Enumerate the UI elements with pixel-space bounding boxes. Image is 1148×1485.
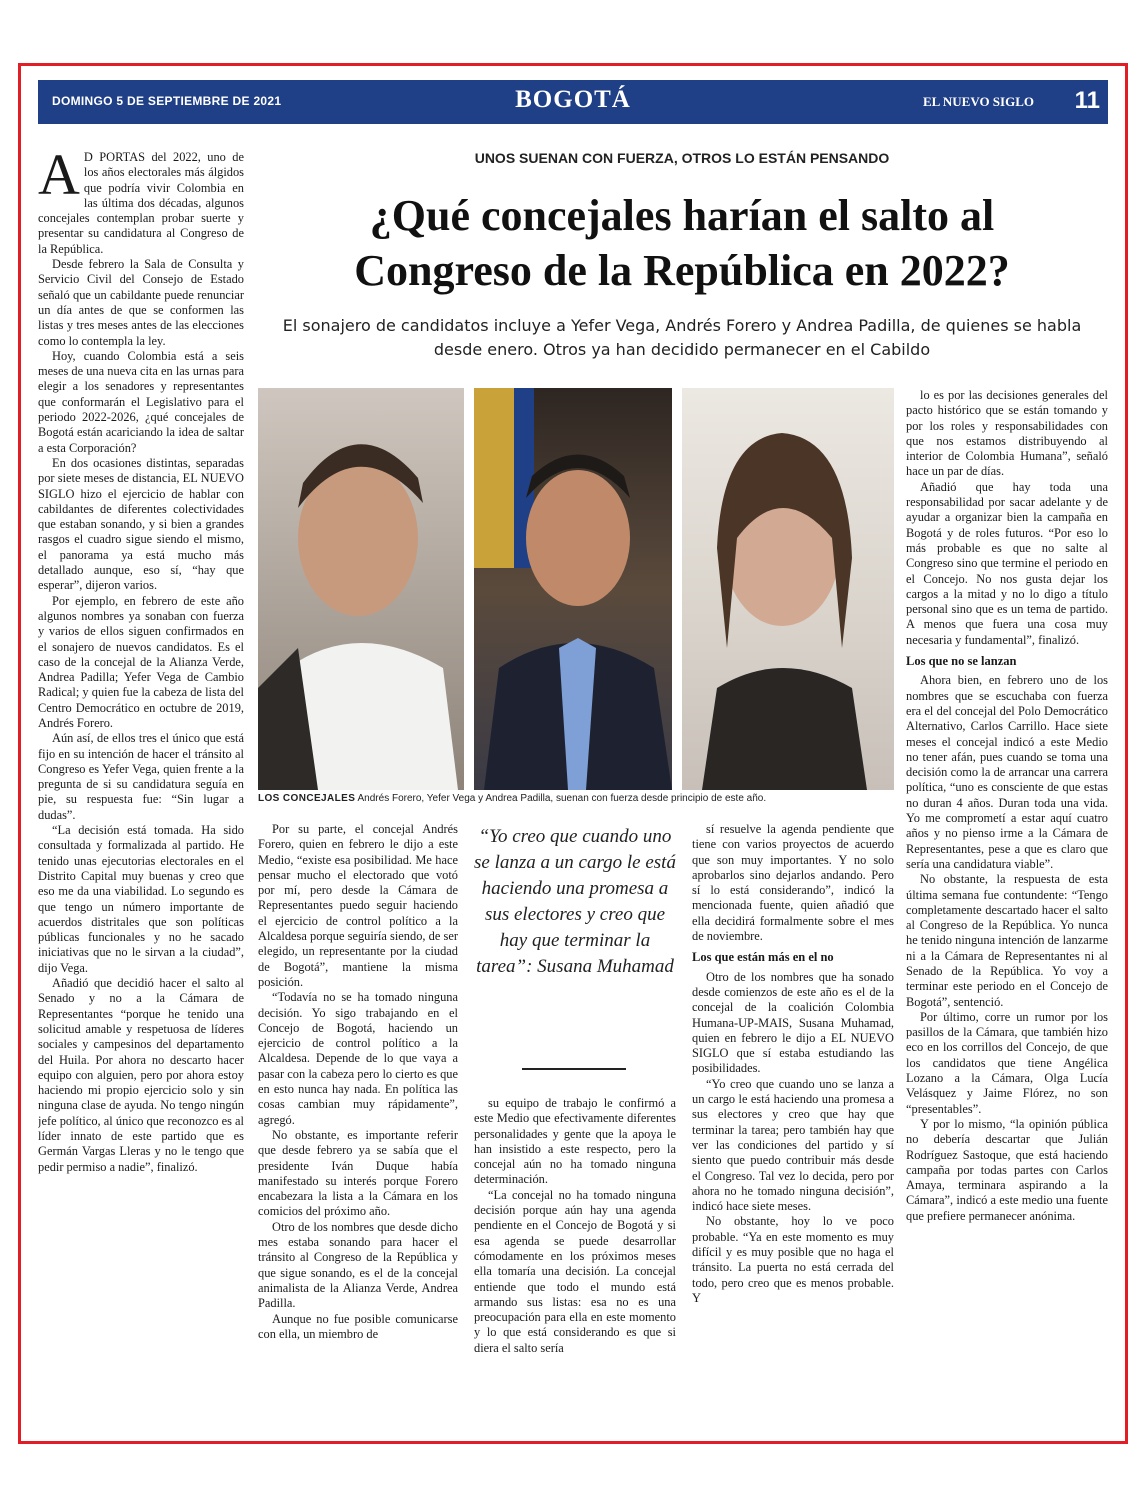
- paragraph: Añadió que decidió hacer el salto al Senado y no a la Cámara de Representantes “porque he tenido una solicitud amable y respetuosa de líderes sociales y campesinos del departamento del Huila. Por ahora no descarto hacer equipo con alguien, pero por ahora estoy haciendo mi propio ejercicio solo y sin ninguna clase de ayuda. No tengo ningún jefe político, al único que reconozco es al líder innato de este partido que es Germán Vargas Lleras y no le tengo que pedir permiso a nadie”, finalizó.: [38, 976, 244, 1174]
- paragraph: “La decisión está tomada. Ha sido consultada y formalizada al partido. He tenido unas ejecutorias electorales en el Distrito Capital muy buenas y creo que eso me da una viabilidad. Lo segundo es que tengo un número importante de acuerdos distritales que son políticas públicas funcionales y no he sacado iniciativas que no le sirvan a la ciudad”, dijo Vega.: [38, 823, 244, 975]
- paragraph: Otro de los nombres que ha sonado desde comienzos de este año es el de la concejal de la coalición Colombia Humana-UP-MAIS, Susana Muhamad, quien en febrero le dijo a EL NUEVO SIGLO que sí estaba estudiando las posibilidades.: [692, 969, 894, 1076]
- portrait-illustration: [474, 388, 672, 790]
- article-deck: El sonajero de candidatos incluye a Yefer Vega, Andrés Forero y Andrea Padilla, de quienes se habla desde enero. Otros ya han decidido permanecer en el Cabildo: [282, 316, 1082, 359]
- portrait-illustration: [682, 388, 894, 790]
- paragraph: “Yo creo que cuando uno se lanza a un cargo le está haciendo una promesa a sus electores y creo que hay que terminar la tarea; pero también hay que ver las condiciones del partido y sí siento que puedo contribuir más desde el Congreso. Tal vez lo decida, pero por ahora no he tomado ninguna decisión”, indicó hace siete meses.: [692, 1076, 894, 1214]
- article-kicker: UNOS SUENAN CON FUERZA, OTROS LO ESTÁN PENSANDO: [474, 150, 890, 166]
- photo-andres-forero: [258, 388, 464, 790]
- subheading: Los que están más en el no: [692, 950, 834, 965]
- subheading: Los que no se lanzan: [906, 654, 1017, 669]
- paragraph: Aún así, de ellos tres el único que está fijo en su intención de hacer el tránsito al Congreso es Yefer Vega, quien frente a la pregunta de si su candidatura seguía en pie, su respuesta fue: “Sin lugar a dudas”.: [38, 731, 244, 822]
- paragraph: “Todavía no se ha tomado ninguna decisión. Yo sigo trabajando en el Concejo de Bogotá, haciendo un ejercicio de control político a la Alcaldesa. Depende de lo que vaya a pasar con la cabeza pero lo cierto es que en esto nunca hay nada. En política las cosas cambian muy rápidamente”, agregó.: [258, 990, 458, 1127]
- paragraph: Otro de los nombres que desde dicho mes estaba sonando para hacer el tránsito al Congreso de la República y que sigue sonando, es el de la concejal animalista de la Alianza Verde, Andrea Padilla.: [258, 1219, 458, 1311]
- article-column-2: [258, 822, 458, 1422]
- paragraph: Hoy, cuando Colombia está a seis meses de una nueva cita en las urnas para elegir a los senadores y representantes que conformarán el Legislativo para el periodo 2022-2026, ¿qué concejales de Bogotá están acariciando la idea de saltar a esta Corporación?: [38, 348, 244, 455]
- paragraph: En dos ocasiones distintas, separadas por siete meses de distancia, EL NUEVO SIGLO hizo el ejercicio de hablar con cabildantes de diferentes colectividades que estaban sonando, y si bien a grandes rasgos el cuadro sigue siendo el mismo, el panorama ya está mucho más detallado aunque, eso sí, “hay que esperar”, dijeron varios.: [38, 455, 244, 593]
- headline-line-1: ¿Qué concejales harían el salto al: [369, 191, 995, 240]
- portrait-illustration: [258, 388, 464, 790]
- pull-quote: “Yo creo que cuando uno se lanza a un cargo le está haciendo una promesa a sus electores y creo que hay que terminar la tarea”: Susana Muhamad: [474, 826, 676, 977]
- caption-text: Andrés Forero, Yefer Vega y Andrea Padilla, suenan con fuerza desde principio de este año.: [355, 793, 767, 804]
- drop-cap: A: [38, 150, 80, 207]
- paragraph: sí resuelve la agenda pendiente que tiene con varios proyectos de acuerdo que son muy importantes. Y no solo aprobarlos sino dejarlos andando. Pero sí lo está considerando”, indicó la mencionada fuente, quien añadió que ella decidirá formalmente sobre el mes de noviembre.: [692, 822, 894, 944]
- photo-yefer-vega: [474, 388, 672, 790]
- paragraph: Aunque no fue posible comunicarse con ella, un miembro de: [258, 1311, 458, 1341]
- page-header-banner: [38, 80, 1108, 124]
- paragraph: No obstante, es importante referir que desde febrero ya se sabía que el presidente Iván Duque había manifestado su interés porque Forero encabezara la lista a la Cámara en los comicios del próximo año.: [258, 1127, 458, 1219]
- paragraph: A D PORTAS del 2022, uno de los años electorales más álgidos que podría vivir Colombia en las última dos décadas, algunos concejales contemplan probar suerte y presentar su candidatura al Congreso de la República.: [38, 150, 244, 256]
- paragraph: su equipo de trabajo le confirmó a este Medio que efectivamente diferentes personalidades y gente que la apoya le han insistido a este respecto, pero la concejal aún no ha tomado ninguna determinación.: [474, 1096, 676, 1187]
- photo-caption: [258, 793, 898, 804]
- paragraph: Desde febrero la Sala de Consulta y Servicio Civil del Consejo de Estado señaló que un cabildante puede renunciar un día antes de que se conformen las listas y tres meses antes de las elecciones como lo contempla la ley.: [38, 257, 244, 348]
- article-column-5: [906, 388, 1108, 1430]
- paragraph: Por ejemplo, en febrero de este año algunos nombres ya sonaban con fuerza y varios de ellos siguen confirmados en el sonajero de nuevos candidatos. Es el caso de la concejal de la Alianza Verde, Andrea Padilla; Yefer Vega de Cambio Radical; y quien fue la cabeza de lista del Centro Democrático en octubre de 2019, Andrés Forero.: [38, 593, 244, 730]
- photo-andrea-padilla: [682, 388, 894, 790]
- article-column-3: [474, 1096, 676, 1430]
- article-headline: [258, 188, 1106, 298]
- paragraph: Por su parte, el concejal Andrés Forero, quien en febrero le dijo a este Medio, “existe esa posibilidad. Me hace pensar mucho el electorado que votó por mí, pero desde la Cámara de Representantes puedo seguir haciendo el ejercicio de control político a la Alcaldesa porque seguiría siendo, de ser elegido, un representante por la ciudad de Bogotá”, mantiene la misma posición.: [258, 822, 458, 989]
- headline-line-2: Congreso de la República en 2022?: [354, 246, 1010, 295]
- paragraph: lo es por las decisiones generales del pacto histórico que se están tomando y por los roles y responsabilidades con que nos estamos distribuyendo al interior de Colombia Humana”, señaló hace un par de días.: [906, 388, 1108, 479]
- paragraph: Por último, corre un rumor por los pasillos de la Cámara, que también hizo eco en los corrillos del Concejo, de que los candidatos que tiene Angélica Lozano a la Cámara, Olga Lucía Velásquez y Jaime Flórez, no son “presentables”.: [906, 1009, 1108, 1116]
- paragraph: No obstante, la respuesta de esta última semana fue contundente: “Tengo completamente descartado hacer el salto al Congreso de la República. Yo nunca he tenido ninguna intención de lanzarme ni a la Cámara de Representantes ni al Senado de la República. Yo voy a terminar este periodo en el Concejo de Bogotá”, sentenció.: [906, 872, 1108, 1009]
- page-number: 11: [1074, 87, 1100, 114]
- paragraph: “La concejal no ha tomado ninguna decisión porque aún hay una agenda pendiente en el Concejo de Bogotá y si esa agenda se puede desarrollar cómodamente en los próximos meses ella tomaría una decisión. La concejal entiende que todo el mundo está armando sus listas: esa no es una preocupación para ella en este momento y lo que está considerando es que si diera el salto sería: [474, 1187, 676, 1355]
- article-column-4: [692, 822, 894, 1430]
- paragraph: Ahora bien, en febrero uno de los nombres que se escuchaba con fuerza era el del concejal del Polo Democrático Alternativo, Carlos Carrillo. Hace siete meses el concejal indicó a este Medio no tener afán, pues cuando se toma una decisión como la de arrancar una carrera política, “uno es consciente de que estas no duran 4 años. Duran toda una vida. Yo me comprometí a estar aquí cuatro años y no pienso irme a la Cámara de Representantes, pese a que es claro que sería una candidatura viable”.: [906, 673, 1108, 871]
- paragraph: No obstante, hoy lo ve poco probable. “Ya en este momento es muy difícil y es muy posible que no haga el tránsito. La puerta no está cerrada del todo, pero creo que es menos probable. Y: [692, 1214, 894, 1305]
- section-title: BOGOTÁ: [515, 86, 631, 113]
- paragraph: Y por lo mismo, “la opinión pública no debería descartar que Julián Rodríguez Sastoque, que está haciendo campaña por todas partes con Carlos Amaya, terminara aspirando a la Cámara”, indicó a este medio una fuente que prefiere permanecer anónima.: [906, 1116, 1108, 1223]
- article-column-1: [38, 150, 244, 1430]
- caption-label: LOS CONCEJALES: [258, 793, 356, 804]
- paragraph: Añadió que hay toda una responsabilidad por sacar adelante y de ayudar a organizar bien la campaña en Bogotá y de roles futuros. “Por eso lo más probable es que no salte al Congreso sino que termine el periodo en el Concejo. No nos gusta dejar los cargos a la mitad y no lo digo a título personal sino que es un tema de partido. A menos que fuera una cosa muy necesaria y fundamental”, finalizó.: [906, 479, 1108, 647]
- pull-quote-rule: [522, 1068, 626, 1070]
- newspaper-brand: EL NUEVO SIGLO: [923, 94, 1034, 109]
- issue-date: DOMINGO 5 DE SEPTIEMBRE DE 2021: [52, 94, 282, 108]
